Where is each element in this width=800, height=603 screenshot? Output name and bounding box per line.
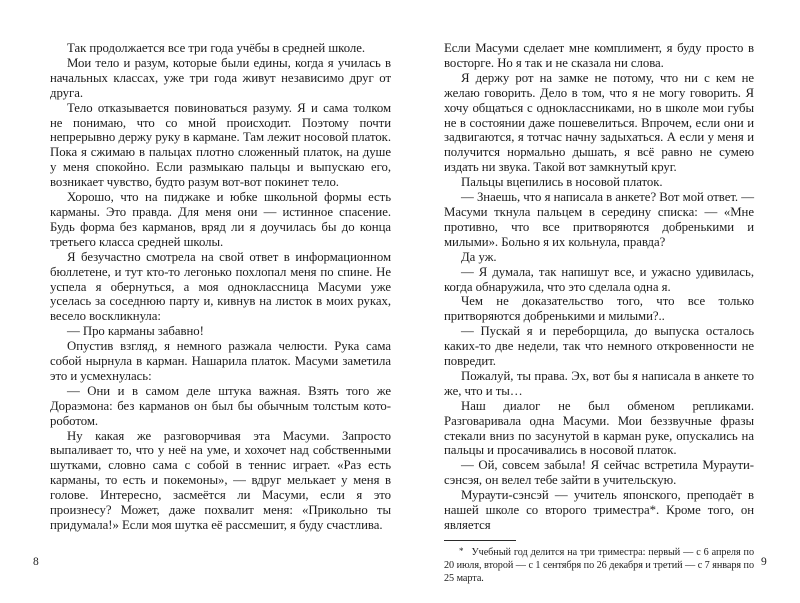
paragraph: Тело отказывается повиноваться разуму. Я и сама толком не понимаю, что со мной происходит. Поэтому почти непрерывно держу руку в кармане. Там лежит носовой платок. Пока я сжимаю в пальцах плотно сложенный платок, на душе у меня спокойно. Если размыкаю пальцы и выпускаю его, возникает чувство, будто разум вот-вот покинет тело. [50,100,391,190]
dialogue-line: — Я думала, так напишут все, и ужасно удивилась, когда обнаружила, что это сделала одна я. [444,264,754,294]
paragraph: Пальцы вцепились в носовой платок. [461,175,663,190]
paragraph: Мураути-сэнсэй — учитель японского, преподаёт в нашей школе со второго триместра*. Кроме того, он является [444,488,754,532]
dialogue-line: — Они и в самом деле штука важная. Взять того же Дораэмона: без карманов он был бы обычным толстым кото-роботом. [50,383,391,428]
dialogue-line: — Про карманы забавно! [67,324,204,339]
paragraph: Да уж. [461,249,497,264]
paragraph: Хорошо, что на пиджаке и юбке школьной формы есть карманы. Это правда. Для меня они — истинное спасение. Будь форма без карманов, вряд ли я доучилась бы до конца третьего класса средней школы. [50,190,391,249]
paragraph: Так продолжается все три года учёбы в средней школе. [67,41,365,55]
paragraph: Опустив взгляд, я немного разжала челюсти. Рука сама собой нырнула в карман. Нашарила платок. Масуми заметила это и усмехнулась: [50,339,391,383]
footnote-body: Учебный год делится на три триместра: первый — с 6 апреля по 20 июля, второй — с 1 сентября по 26 декабря и третий — с 7 января по 25 марта. [444,546,754,585]
footnote [444,540,754,586]
paragraph: Пожалуй, ты права. Эх, вот бы я написала в анкете то же, что и ты… [444,368,754,398]
page-number-right: 9 [761,556,767,568]
footnote-marker: * [459,545,464,556]
paragraph-continuation: Если Масуми сделает мне комплимент, я буду просто в восторге. Но я так и не сказала ни слова. [444,41,754,70]
dialogue-line: — Знаешь, что я написала в анкете? Вот мой ответ. — Масуми ткнула пальцем в середину списка: — «Мне противно, что все притворяются добренькими и милыми». Больно я их кольнула, правда? [444,190,754,249]
page-left-text-block [50,41,391,533]
paragraph: Я держу рот на замке не потому, что ни с кем не желаю говорить. Дело в том, что я не могу говорить. Я хочу общаться с одноклассниками, но в школе мои губы не в состоянии даже пошевелиться. Впрочем, если они и задвигаются, я тотчас начну задыхаться. А если у меня и получится нормально дышать, я всё равно не сумею издать ни звука. Такой вот замкнутый круг. [444,70,754,175]
dialogue-line: — Пускай я и переборщила, до выпуска осталось каких-то две недели, так что немного откровенности не повредит. [444,324,754,369]
footnote-text [444,545,754,586]
page-right-text-block [444,41,754,586]
paragraph: Я безучастно смотрела на свой ответ в информационном бюллетене, и тут кто-то легонько похлопал меня по спине. Не успела я обернуться, а моя одноклассница Масуми уже уселась за соседнюю парту и, кивнув на листок в моих руках, весело воскликнула: [50,249,391,324]
paragraph: Наш диалог не был обменом репликами. Разговаривала одна Масуми. Мои беззвучные фразы стекали вниз по засунутой в карман руке, опускались на пальцы и просачивались в носовой платок. [444,398,754,458]
paragraph: Ну какая же разговорчивая эта Масуми. Запросто выпаливает то, что у неё на уме, и хохочет над собственными шутками, словно сама с собой в теннис играет. «Раз есть карманы, то есть и покемоны», — вдруг мелькает у меня в голове. Интересно, засмеётся ли Масуми, если я это произнесу? Может, даже похвалит меня: «Прикольно ты придумала!» Если моя шутка её рассмешит, я буду счастлива. [50,428,391,532]
page-number-left: 8 [33,556,39,568]
footnote-rule [444,540,516,541]
paragraph: Мои тело и разум, которые были едины, когда я училась в начальных классах, уже три года живут независимо друг от друга. [50,55,391,100]
dialogue-line: — Ой, совсем забыла! Я сейчас встретила Мураути-сэнсэя, он велел тебе зайти в учительскую. [444,458,754,488]
paragraph: Чем не доказательство того, что все только притворяются добренькими и милыми?.. [444,294,754,324]
